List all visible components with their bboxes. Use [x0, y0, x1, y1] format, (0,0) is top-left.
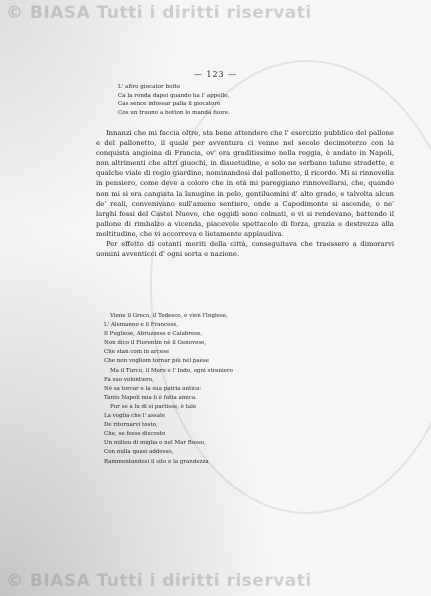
verse-block-top — [118, 83, 230, 117]
verse-line: Che, se fosse discosto — [104, 431, 166, 438]
verse-line: Non dico il Fiorentin nè il Genovese, — [104, 340, 207, 347]
verse-block-bottom — [104, 312, 233, 467]
page-number: — 123 — — [193, 70, 238, 79]
verse-line: L' altro giocator botte — [118, 84, 181, 90]
verse-line: Con nulla quasi addosso, — [104, 449, 174, 456]
paragraph: Per effetto di cotanti meriti della città, conseguitava che traessero a dimorarvi uomini avventicci d' ogni sorta e nazione. — [96, 240, 394, 259]
verse-line: Fa suo volontiero, — [104, 376, 154, 383]
verse-line: Ma il Turco, il Moro e l' Indo, ogni straniero — [110, 367, 233, 374]
verse-line: Tanto Napoli mia li è fatta amica. — [104, 394, 197, 401]
verse-line: Rammentandosi il sito e la grandezza — [104, 458, 209, 465]
paragraph: Innanzi che mi faccia oltre, sta bene attendere che l' esercizio pubblico del pallone e del pallonetto, il quale per avventura ci venne nel secolo decimoterzo con la conquista angioina di Francia, ov' era graditissimo nella reggia, è andato in Napoli, non altrimenti che altri giuochi, in disuetudine, e solo ne serbano talune stradette, e qualche viale di regio giardino, nominandosi dal pallonetto, il ricordo. Mi si rinnovella in pensiero, come deve a coloro che in età mi pareggiano rinnovellarsi, che, quando non mi si era cangiata la lanugine in pelo, gentiluomini d' alto grado, e talvolta alcun de' reali, convenivano sull'ameno sentiero, onde a Capodimonte si ascende, o ne' larghi fossi del Castel Nuovo, che oggidì sono colmati, e vi si rendevano, battendo il pallone di rimbalzo a vicenda, piacevole spettacolo di forza, grazia e destrezza alla moltitudine, che vi accorreva e lietamente applaudiva. — [96, 129, 394, 238]
verse-line: Un miliou di miglia o nel Mar Rosso, — [104, 440, 206, 447]
verse-line: Cos un truono a botton lo manda fuore. — [118, 109, 230, 116]
verse-line: L' Alemanno e il Francese, — [104, 322, 179, 329]
verse-line: Il Pugliese, Abruzzese e Calabrese, — [104, 331, 203, 338]
verse-line: De ritornarvi tosto, — [104, 422, 158, 429]
verse-line: Cas sence infossar palla il giocatore — [118, 101, 221, 108]
verse-line: La voglia che l' assale — [104, 413, 166, 420]
verse-line: Viene il Greco, il Tedesco, e vien l'Inglese, — [110, 313, 228, 319]
verse-line: Ca la ronda dapoi quando ha l' appello, — [118, 92, 230, 99]
verse-line: Che non vogliom tornar più nel paese — [104, 358, 209, 365]
watermark-top: © BIASA Tutti i diritti riservati — [6, 3, 312, 23]
verse-line: Che stan com in arcese — [104, 349, 170, 356]
verse-line: Nè sa torcar e la sua patria antica: — [104, 385, 202, 392]
verse-line: Pur se a lu di si partisse, è tale — [110, 403, 197, 410]
prose-body — [96, 128, 394, 259]
watermark-bottom: © BIASA Tutti i diritti riservati — [6, 571, 312, 591]
